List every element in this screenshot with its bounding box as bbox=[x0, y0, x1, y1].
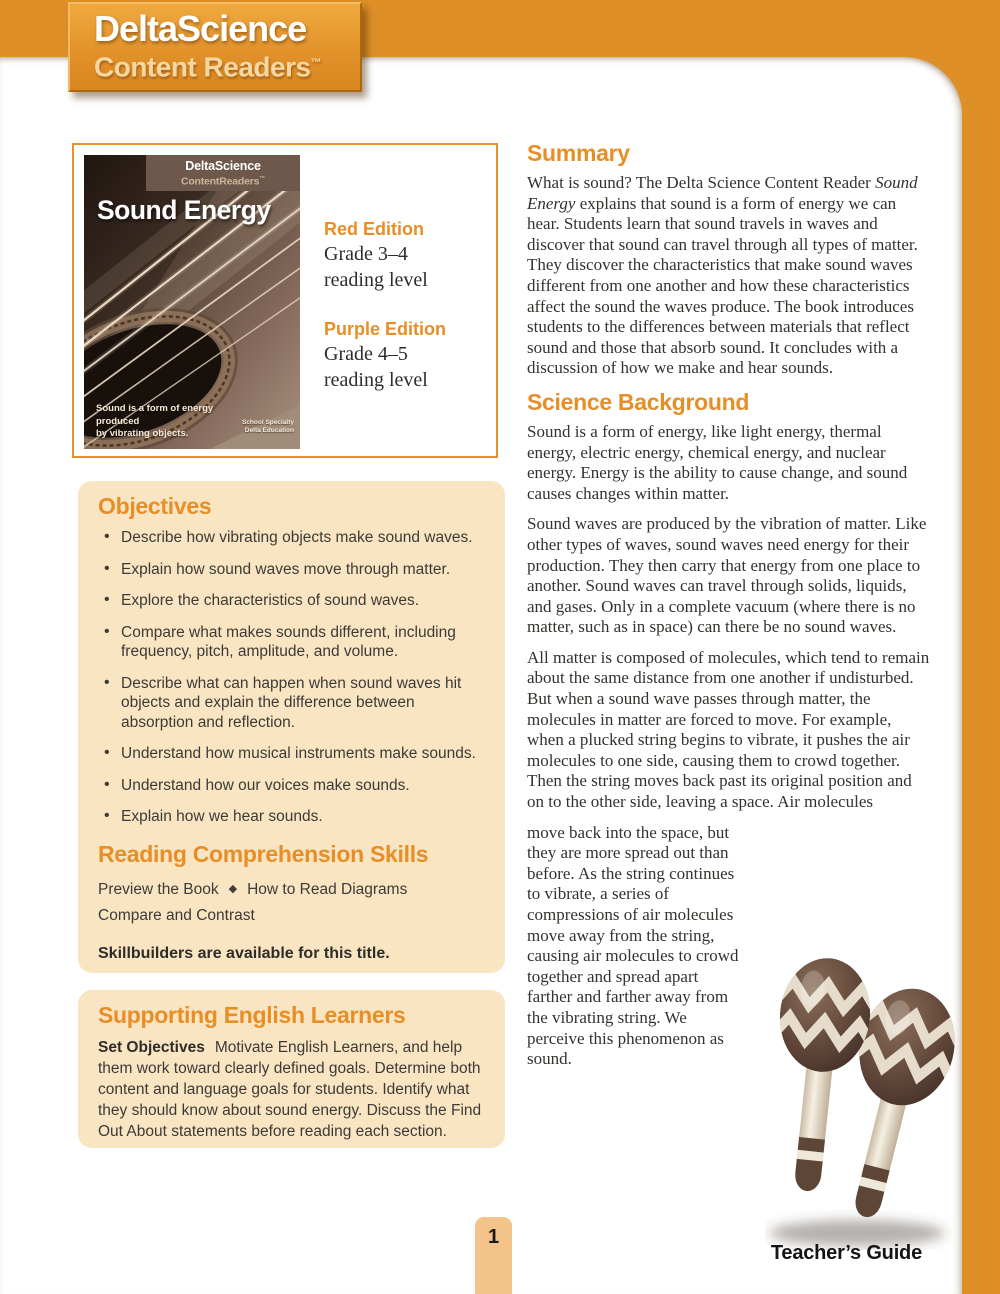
cover-publisher-logo: School Specialty Delta Education bbox=[241, 419, 294, 434]
purple-edition-level: reading level bbox=[324, 369, 428, 391]
page-number: 1 bbox=[487, 1226, 500, 1248]
english-learners-heading: Supporting English Learners bbox=[98, 1002, 406, 1028]
cover-title: Sound Energy bbox=[97, 195, 271, 225]
content-sheet bbox=[0, 57, 962, 1294]
right-orange-strip bbox=[962, 0, 1000, 1294]
objective-item: • Compare what makes sounds different, including frequency, pitch, amplitude, and volume. bbox=[98, 623, 485, 662]
science-background-p3-continued: move back into the space, but they are more spread out than before. As the string continues to vibrate, a series of compressions of air molecules move away from the string, causing air molecules to crowd together and spread apart farther and farther away from the vibrating string. We perceive this phenomenon as sound. bbox=[527, 822, 739, 1069]
brand-line1: DeltaScience bbox=[94, 8, 307, 49]
purple-edition-grade: Grade 4–5 bbox=[324, 343, 408, 365]
book-title-italic: Sound Energy bbox=[527, 173, 918, 213]
summary-paragraph: What is sound? The Delta Science Content Reader Sound Energy explains that sound is a form of energy we can hear. Students learn that sound travels in waves and discover that sound can travel through all types of matter. They discover the characteristics that make sound waves different from one another and how these characteristics affect the sound the waves produce. The book introduces students to the differences between materials that reflect sound and those that absorb sound. It concludes with a discussion of how we make and hear sounds. bbox=[527, 173, 918, 378]
red-edition-label: Red Edition bbox=[324, 219, 424, 239]
objective-item: • Understand how musical instruments make sounds. bbox=[98, 744, 485, 764]
science-background-heading: Science Background bbox=[527, 388, 750, 415]
reading-skills-heading: Reading Comprehension Skills bbox=[98, 840, 429, 867]
brand-logo bbox=[68, 2, 362, 92]
summary-heading: Summary bbox=[527, 140, 630, 166]
english-learners-body: Set Objectives Motivate English Learners, and help them work toward clearly defined goals. Determine both content and language goals for students. Identify what they should know about sound energy. Discuss the Find Out About statements before reading each section. bbox=[98, 1039, 482, 1140]
science-background-p2: Sound waves are produced by the vibration of matter. Like other types of waves, sound waves need energy for their production. They then carry that energy from one place to another. Sound waves can travel through solids, liquids, and gases. Only in a complete vacuum (where there is no matter, such as in space) can there be no sound waves. bbox=[527, 514, 927, 637]
objective-item: • Understand how our voices make sounds. bbox=[98, 776, 485, 796]
objectives-list bbox=[98, 528, 485, 827]
objective-item: • Explain how sound waves move through matter. bbox=[98, 560, 485, 580]
purple-edition-label: Purple Edition bbox=[324, 319, 447, 339]
book-cover bbox=[84, 155, 300, 449]
cover-brand-line2: ContentReaders™ bbox=[180, 175, 266, 188]
book-cover-panel bbox=[72, 143, 498, 458]
cover-brand-line1: DeltaScience bbox=[185, 159, 261, 173]
science-background-p3: All matter is composed of molecules, which tend to remain about the same distance from one another if undisturbed. But when a sound wave passes through matter, the molecules in matter are forced to move. For example, when a plucked string begins to vibrate, it pushes the air molecules to one side, causing them to crowd together. Then the string moves back past its original position and on to the other side, leaving a space. Air molecules bbox=[527, 647, 930, 812]
english-learners-box bbox=[78, 990, 505, 1148]
teachers-guide-label: Teacher’s Guide bbox=[770, 1242, 922, 1264]
cover-brand-banner bbox=[146, 155, 300, 191]
objectives-box bbox=[78, 481, 505, 973]
reading-skills-line2: Compare and Contrast bbox=[98, 906, 255, 924]
maracas-photo bbox=[765, 945, 962, 1250]
diamond-separator-icon: ◆ bbox=[228, 882, 238, 895]
cover-caption: Sound is a form of energy produced by vibrating objects. bbox=[96, 403, 214, 439]
objective-item: • Explore the characteristics of sound waves. bbox=[98, 591, 485, 611]
set-objectives-lead: Set Objectives bbox=[98, 1039, 205, 1056]
objective-item: • Explain how we hear sounds. bbox=[98, 807, 485, 827]
edition-info bbox=[324, 217, 489, 393]
skillbuilders-note: Skillbuilders are available for this title. bbox=[98, 944, 390, 962]
objective-item: • Describe what can happen when sound waves hit objects and explain the difference between absorption and reflection. bbox=[98, 674, 485, 733]
objective-item: • Describe how vibrating objects make sound waves. bbox=[98, 528, 485, 548]
reading-skills-line1: Preview the Book ◆ How to Read Diagrams bbox=[98, 880, 408, 898]
page-number-tab bbox=[475, 1217, 512, 1294]
objectives-heading: Objectives bbox=[98, 493, 212, 519]
red-edition-level: reading level bbox=[324, 269, 428, 291]
brand-line2: Content Readers™ bbox=[94, 51, 322, 83]
science-background-p1: Sound is a form of energy, like light energy, thermal energy, electric energy, chemical energy, and nuclear energy. Energy is the ability to cause change, and sound causes changes within matter. bbox=[527, 421, 908, 503]
red-edition-grade: Grade 3–4 bbox=[324, 243, 408, 265]
right-column bbox=[527, 140, 931, 1070]
